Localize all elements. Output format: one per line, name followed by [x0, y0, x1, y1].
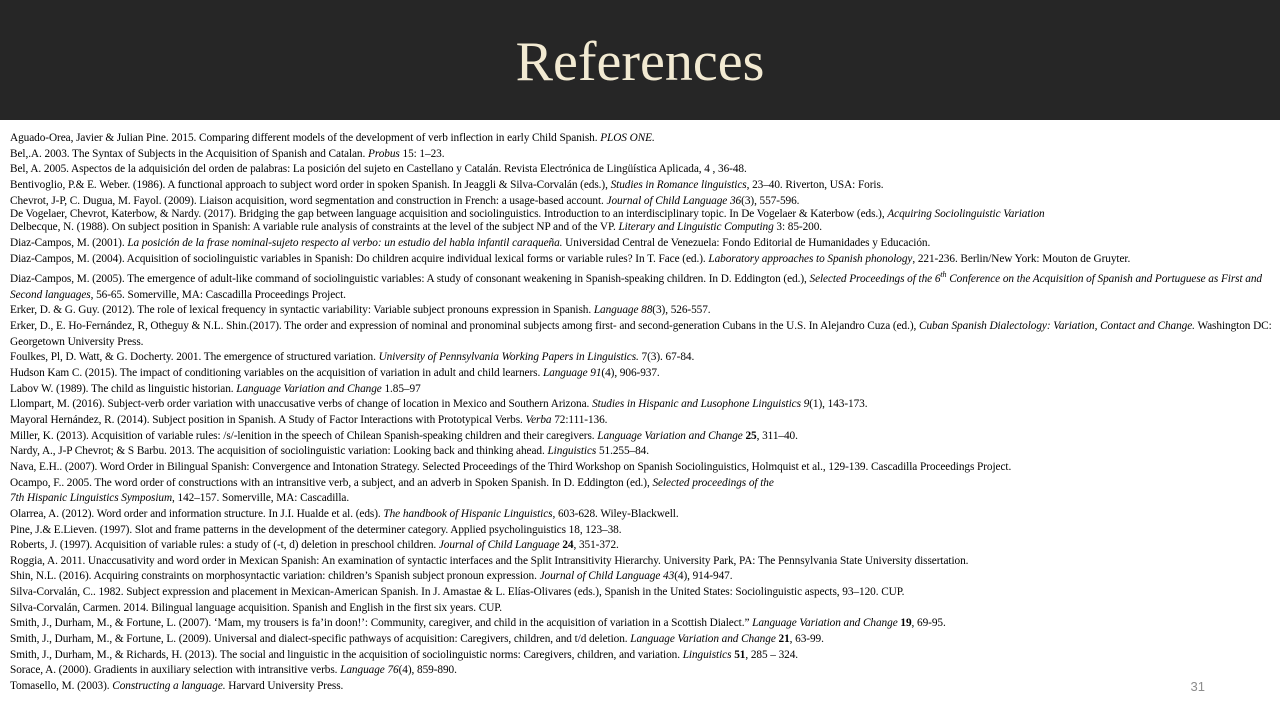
reference-text: 7(3). 67-84. — [638, 351, 695, 364]
reference-entry — [10, 648, 1272, 664]
reference-entry — [10, 131, 1272, 147]
reference-text: Universidad Central de Venezuela: Fondo Editorial de Humanidades y Educación. — [562, 236, 931, 249]
reference-entry — [10, 616, 1272, 632]
reference-entry — [10, 585, 1272, 601]
reference-text: th — [940, 270, 947, 280]
reference-text: Erker, D., E. Ho-Fernández, R, Otheguy & N.L. Shin.(2017). The order and expression of nominal and pronominal subjects among first- and second-generation Cubans in the U.S. In Alejandro Cuza (ed.), — [10, 319, 920, 332]
reference-text: De Vogelaer, Chevrot, Katerbow, & Nardy. (2017). Bridging the gap between language acquisition and sociolinguistics. Introduction to an interdisciplinary topic. In De Vogelaer & Katerbow (eds.), — [10, 208, 888, 221]
reference-entry — [10, 554, 1272, 570]
reference-text: Harvard University Press. — [225, 680, 344, 693]
reference-text: Delbecque, N. (1988). On subject position in Spanish: A variable rule analysis of constraints at the level of the subject NP and of the VP. — [10, 221, 619, 234]
reference-text: , 142–157. Somerville, MA: Cascadilla. — [172, 492, 350, 505]
reference-entry — [10, 382, 1272, 398]
reference-text: 1.85–97 — [381, 382, 421, 395]
reference-text: Language 76 — [340, 664, 399, 677]
reference-text: 21 — [778, 633, 790, 646]
reference-text: Smith, J., Durham, M., & Fortune, L. (2007). ‘Mam, my trousers is fa’in doon!’: Community, caregiver, and child in the acquisition of variation in a Scottish Dialect.” — [10, 617, 753, 630]
reference-text: , 56-65. Somerville, MA: Cascadilla Proceedings Project. — [90, 288, 346, 301]
reference-entry — [10, 476, 1272, 492]
reference-text: Roberts, J. (1997). Acquisition of variable rules: a study of (-t, d) deletion in preschool children. — [10, 539, 439, 552]
reference-text: , 285 – 324. — [745, 648, 799, 661]
reference-text: Silva-Corvalán, C.. 1982. Subject expression and placement in Mexican-American Spanish. In J. Amastae & L. Elías-Olivares (eds.), Spanish in the United States: Sociolinguistic aspects, 93–120. CUP. — [10, 586, 905, 599]
reference-text: 25 — [745, 429, 757, 442]
reference-text: Nardy, A., J-P Chevrot; & S Barbu. 2013. The acquisition of sociolinguistic variation: Looking back and thinking ahead. — [10, 445, 548, 458]
reference-text: Shin, N.L. (2016). Acquiring constraints on morphosyntactic variation: children’s Spanish subject pronoun expression. — [10, 570, 540, 583]
reference-text: 24 — [562, 539, 574, 552]
reference-text: , 221-236. Berlin/New York: Mouton de Gruyter. — [912, 252, 1131, 265]
reference-text: Bentivoglio, P.& E. Weber. (1986). A functional approach to subject word order in spoken Spanish. In Jeaggli & Silva-Corvalán (eds.), — [10, 178, 611, 191]
reference-text: 603-628. Wiley-Blackwell. — [555, 507, 679, 520]
reference-text: , 69-95. — [911, 617, 946, 630]
reference-text: 3: 85-200. — [773, 221, 823, 234]
reference-text: Language Variation and Change — [752, 617, 898, 630]
reference-text: 15: 1–23. — [399, 147, 445, 160]
reference-text: Smith, J., Durham, M., & Fortune, L. (2009). Universal and dialect-specific pathways of acquisition: Caregivers, children, and t/d deletion. — [10, 633, 631, 646]
reference-text: , 63-99. — [789, 633, 824, 646]
reference-entry — [10, 413, 1272, 429]
reference-text: Olarrea, A. (2012). Word order and information structure. In J.I. Hualde et al. (eds). — [10, 507, 384, 520]
reference-text: Foulkes, Pl, D. Watt, & G. Docherty. 2001. The emergence of structured variation. — [10, 351, 379, 364]
reference-entry — [10, 397, 1272, 413]
reference-entry — [10, 147, 1272, 163]
reference-text: (3), 526-557. — [652, 304, 711, 317]
reference-text: Sorace, A. (2000). Gradients in auxiliary selection with intransitive verbs. — [10, 664, 341, 677]
reference-entry — [10, 303, 1272, 319]
reference-text: La posición de la frase nominal-sujeto respecto al verbo: un estudio del habla infantil caraqueña. — [127, 236, 563, 249]
reference-text: , 351-372. — [573, 539, 619, 552]
reference-text: (4), 914-947. — [674, 570, 733, 583]
reference-entry — [10, 236, 1272, 252]
reference-entry — [10, 267, 1272, 303]
reference-text: Laboratory approaches to Spanish phonology — [708, 252, 913, 265]
reference-text: Journal of Child Language 36 — [606, 194, 742, 207]
reference-text: Pine, J.& E.Lieven. (1997). Slot and frame patterns in the development of the determiner category. Applied psycholinguistics 18, 123–38. — [10, 523, 622, 536]
reference-entry — [10, 319, 1272, 350]
reference-entry — [10, 209, 1272, 220]
reference-text: (4), 906-937. — [601, 366, 660, 379]
reference-entry — [10, 491, 1272, 507]
reference-text: Mayoral Hernández, R. (2014). Subject position in Spanish. A Study of Factor Interactions with Prototypical Verbs. — [10, 413, 526, 426]
reference-text: Language 91 — [542, 366, 602, 379]
reference-text: (4), 859-890. — [398, 664, 457, 677]
reference-text: , 311–40. — [756, 429, 798, 442]
reference-text: Bel,.A. 2003. The Syntax of Subjects in the Acquisition of Spanish and Catalan. — [10, 147, 368, 160]
reference-text: Cuban Spanish Dialectology: Variation, Contact and Change. — [919, 319, 1195, 332]
reference-text: The handbook of Hispanic Linguistics, — [383, 507, 556, 520]
reference-text: Labov W. (1989). The child as linguistic historian. — [10, 382, 237, 395]
reference-entry — [10, 366, 1272, 382]
reference-text: Journal of Child Language — [438, 539, 560, 552]
reference-text: 72:111-136. — [551, 413, 608, 426]
reference-entry — [10, 194, 1272, 210]
reference-entry — [10, 429, 1272, 445]
reference-text: Literary and Linguistic Computing — [618, 221, 774, 234]
title-bar — [0, 0, 1280, 120]
reference-text: Verba — [525, 413, 552, 426]
page-number: 31 — [1190, 679, 1205, 694]
reference-entry — [10, 538, 1272, 554]
reference-text: Ocampo, F.. 2005. The word order of constructions with an intransitive verb, a subject, and an adverb in Spoken Spanish. In D. Eddington (ed.), — [10, 476, 653, 489]
reference-text: Silva-Corvalán, Carmen. 2014. Bilingual language acquisition. Spanish and English in the first six years. CUP. — [10, 601, 502, 614]
reference-text: 19 — [900, 617, 912, 630]
reference-text: , 23–40. Riverton, USA: Foris. — [746, 178, 884, 191]
reference-text: Miller, K. (2013). Acquisition of variable rules: /s/-lenition in the speech of Chilean Spanish-speaking children and their caregivers. — [10, 429, 598, 442]
reference-text: Language 88 — [593, 304, 653, 317]
reference-text: Linguistics — [682, 648, 732, 661]
reference-text: Tomasello, M. (2003). — [10, 680, 113, 693]
reference-text: Diaz-Campos, M. (2005). The emergence of adult-like command of sociolinguistic variables: A study of consonant weakening in Spanish-speaking children. In D. Eddington (ed.), — [10, 273, 810, 286]
reference-entry — [10, 663, 1272, 679]
reference-text: (1), 143-173. — [809, 398, 868, 411]
reference-entry — [10, 220, 1272, 236]
reference-entry — [10, 162, 1272, 178]
reference-text: University of Pennsylvania Working Papers in Linguistics. — [378, 351, 639, 364]
reference-entry — [10, 444, 1272, 460]
reference-text: (3), 557-596. — [741, 194, 800, 207]
reference-text: Conference on the Acquisition of Spanish and Portuguese as First and Second languages — [10, 273, 1262, 301]
reference-text: Washington DC: Georgetown University Press. — [10, 319, 1272, 348]
reference-entry — [10, 632, 1272, 648]
reference-text: Language Variation and Change — [597, 429, 743, 442]
reference-text: Journal of Child Language 43 — [539, 570, 675, 583]
reference-text: Probus — [368, 147, 400, 160]
reference-text: Bel, A. 2005. Aspectos de la adquisición del orden de palabras: La posición del sujeto en Castellano y Catalán. Revista Electrónica de Lingüística Aplicada, 4 , 36-48. — [10, 163, 747, 176]
reference-text: Smith, J., Durham, M., & Richards, H. (2013). The social and linguistic in the acquisition of sociolinguistic norms: Caregivers, children, and variation. — [10, 648, 683, 661]
reference-text: Diaz-Campos, M. (2004). Acquisition of sociolinguistic variables in Spanish: Do children acquire individual lexical forms or variable rules? In T. Face (ed.). — [10, 252, 709, 265]
reference-text: Language Variation and Change — [630, 633, 776, 646]
reference-text: PLOS ONE. — [600, 132, 655, 144]
reference-text: Linguistics — [547, 445, 597, 458]
slide-title: References — [515, 31, 765, 93]
reference-entry — [10, 178, 1272, 194]
reference-text: Constructing a language. — [112, 680, 226, 693]
reference-text: Hudson Kam C. (2015). The impact of conditioning variables on the acquisition of variation in adult and child learners. — [10, 366, 543, 379]
reference-entry — [10, 460, 1272, 476]
reference-text: Studies in Hispanic and Lusophone Linguistics 9 — [592, 398, 810, 411]
reference-entry — [10, 601, 1272, 617]
reference-text: 7th Hispanic Linguistics Symposium — [10, 492, 173, 505]
reference-text: 51.255–84. — [596, 445, 649, 458]
reference-text: 51 — [734, 648, 746, 661]
reference-entry — [10, 679, 1272, 695]
reference-text: Aguado-Orea, Javier & Julian Pine. 2015. Comparing different models of the development of verb inflection in early Child Spanish. — [10, 132, 601, 144]
reference-entry — [10, 507, 1272, 523]
reference-text: Selected proceedings of the — [652, 476, 774, 489]
reference-text: Acquiring Sociolinguistic Variation — [887, 208, 1045, 221]
reference-entry — [10, 350, 1272, 366]
reference-text: Llompart, M. (2016). Subject-verb order variation with unaccusative verbs of change of location in Mexico and Southern Arizona. — [10, 398, 593, 411]
reference-text: Diaz-Campos, M. (2001). — [10, 236, 128, 249]
reference-list — [10, 131, 1272, 695]
reference-text: Roggia, A. 2011. Unaccusativity and word order in Mexican Spanish: An examination of syntactic interfaces and the Split Intransitivity Hierarchy. University Park, PA: The Pennsylvania State University dissertation. — [10, 554, 969, 567]
reference-text: Language Variation and Change — [236, 382, 382, 395]
reference-entry — [10, 523, 1272, 539]
reference-text: Nava, E.H.. (2007). Word Order in Bilingual Spanish: Convergence and Intonation Strategy. Selected Proceedings of the Third Workshop on Spanish Sociolinguistics, Holmquist et al., 129-139. Cascadilla Proceedings Project. — [10, 460, 1012, 473]
reference-text: Studies in Romance linguistics — [610, 178, 747, 191]
reference-text: Chevrot, J-P, C. Dugua, M. Fayol. (2009). Liaison acquisition, word segmentation and construction in French: a usage-based account. — [10, 194, 607, 207]
reference-text: Erker, D. & G. Guy. (2012). The role of lexical frequency in syntactic variability: Variable subject pronouns expression in Spanish. — [10, 304, 594, 317]
reference-entry — [10, 569, 1272, 585]
reference-text: Selected Proceedings of the 6 — [809, 273, 941, 286]
reference-entry — [10, 252, 1272, 268]
